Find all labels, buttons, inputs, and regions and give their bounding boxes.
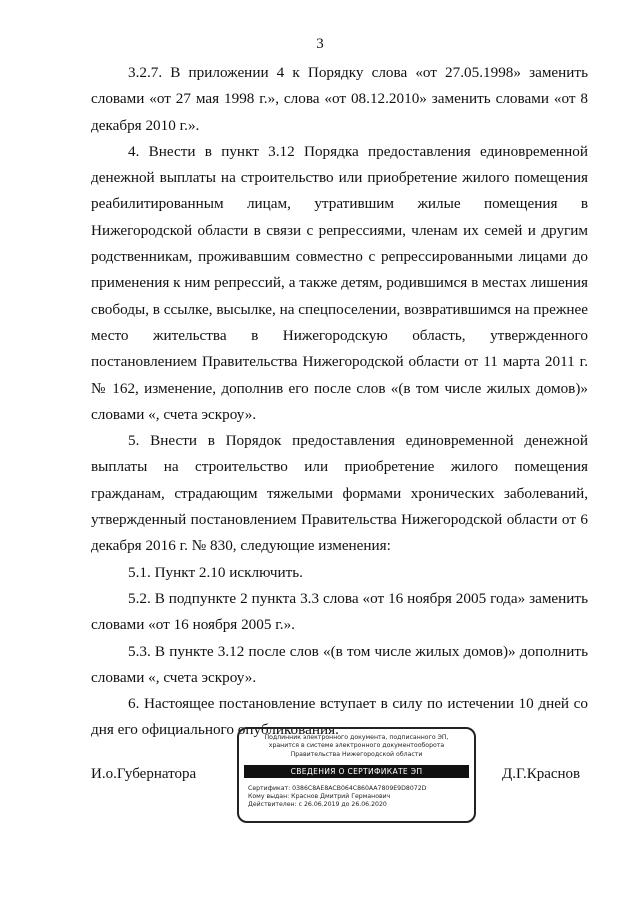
stamp-header-line: Подлинник электронного документа, подписанного ЭП, (264, 734, 449, 741)
stamp-header (239, 734, 474, 759)
certificate-validity: Действителен: с 26.06.2019 до 26.06.2020 (248, 801, 387, 809)
stamp-banner: СВЕДЕНИЯ О СЕРТИФИКАТЕ ЭП (244, 765, 469, 778)
paragraph-3-2-7: 3.2.7. В приложении 4 к Порядку слова «от 27.05.1998» заменить словами «от 27 мая 1998 г.», слова «от 08.12.2010» заменить словами «от 8 декабря 2010 г.». (91, 64, 588, 134)
paragraph-4: 4. Внести в пункт 3.12 Порядка предоставления единовременной денежной выплаты на строительство или приобретение жилого помещения реабилитированным лицам, утратившим жилые помещения в Нижегородской области в связи с репрессиями, членам их семей и другим родственникам, проживавшим совместно с репрессированными лицами до применения к ним репрессий, а также детям, родившимся в местах лишения свободы, в ссылке, высылке, на спецпоселении, возвратившимся на прежнее место жительства в Нижегородскую область, утвержденного постановлением Правительства Нижегородской области от 11 марта 2011 г. № 162, изменение, дополнив его после слов «(в том числе жилых домов)» словами «, счета эскроу». (91, 142, 588, 423)
paragraph-5-3: 5.3. В пункте 3.12 после слов «(в том числе жилых домов)» дополнить словами «, счета эскроу». (91, 642, 588, 686)
signatory-name: Д.Г.Краснов (502, 766, 581, 782)
certificate-owner: Кому выдан: Краснов Дмитрий Германович (248, 793, 391, 801)
document-body (91, 60, 588, 744)
stamp-header-line: хранится в системе электронного документооборота (268, 742, 445, 750)
stamp-header-line: Правительства Нижегородской области (290, 750, 423, 758)
certificate-number: Сертификат: 0386C8AE8ACB064C860AA7809E9D8072D (248, 784, 427, 792)
paragraph-5: 5. Внести в Порядок предоставления единовременной денежной выплаты на строительство или приобретение жилого помещения гражданам, страдающим тяжелыми формами хронических заболеваний, утвержденный постановлением Правительства Нижегородской области от 6 декабря 2016 г. № 830, следующие изменения: (91, 432, 588, 555)
page-number: 3 (316, 36, 324, 52)
signatory-position: И.о.Губернатора (91, 766, 197, 782)
stamp-details (248, 785, 474, 810)
paragraph-5-1: 5.1. Пункт 2.10 исключить. (128, 563, 303, 581)
paragraph-5-2: 5.2. В подпункте 2 пункта 3.3 слова «от 16 ноября 2005 года» заменить словами «от 16 ноября 2005 г.». (91, 589, 588, 634)
electronic-signature-stamp (237, 727, 476, 823)
paragraph-6: 6. Настоящее постановление вступает в силу по истечении 10 дней со дня его официального опубликования. (91, 695, 588, 739)
